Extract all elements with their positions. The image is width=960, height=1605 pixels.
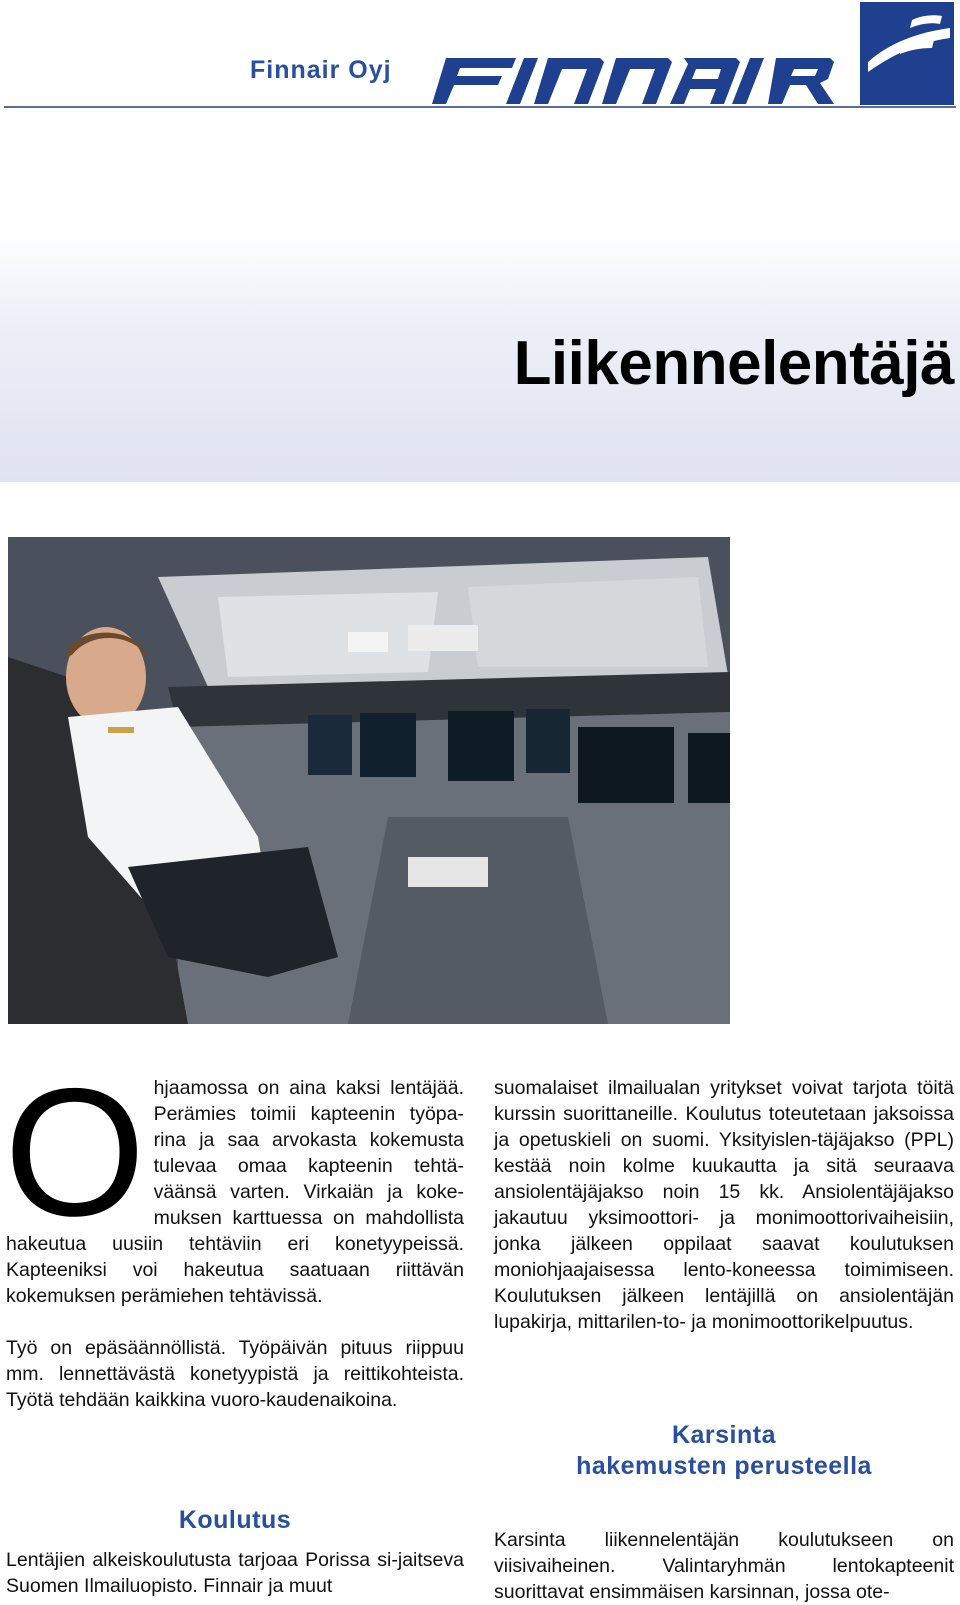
karsinta-heading-line-1: Karsinta [671,1421,777,1449]
company-name: Finnair Oyj [250,56,392,84]
koulutus-text: Lentäjien alkeiskoulutusta tarjoaa Porissa si-jaitseva Suomen Ilmailuopisto. Finnair ja muut [6,1549,464,1597]
section-heading-karsinta [494,1420,954,1482]
intro-paragraph-1: hjaamossa on aina kaksi lentäjää. Perämies toimii kapteenin työpa-rina ja saa arvokasta kokemusta tulevaa omaa kapteenin tehtä-väänsä varten. Virkaiän ja koke-muksen karttuessa on mahdollista hakeutua uusiin tehtäviin eri konetyypeissä. Kapteeniksi voi hakeutua saatuaan riittävän kokemuksen perämiehen tehtävissä. [6,1077,464,1307]
cockpit-illustration [8,537,730,1024]
drop-cap: O [4,1050,146,1254]
finnair-f-icon [860,2,954,105]
header-divider [4,106,956,108]
page-title: Liikennelentäjä [513,329,954,398]
karsinta-heading-line-2: hakemusten perusteella [576,1452,872,1480]
finnair-logo [860,2,954,105]
right-column-text: suomalaiset ilmailualan yritykset voivat tarjota töitä kurssin suorittaneille. Koulutus toteutetaan jaksoissa ja opetuskieli on suomi. Yksityislen-täjäjakso (PPL) kestää noin kolme kuukautta ja sitä seuraava ansiolentäjäjakso noin 15 kk. Ansiolentäjäjakso jakautuu yksimoottori- ja monimoottorivaiheisiin, jonka jälkeen oppilaat saavat koulutuksen moniohjaajaisessa lento-koneessa toimimiseen. Koulutuksen jälkeen lentäjillä on ansiolentäjän lupakirja, mittarilen-to- ja monimoottorikelpuutus. [494,1077,954,1333]
finnair-wordmark [432,52,842,108]
intro-text [4,1050,464,1439]
karsinta-text: Karsinta liikennelentäjän koulutukseen on viisivaiheinen. Valintaryhmän lentokapteenit suorittavat ensimmäisen karsinnan, jossa ote- [494,1529,954,1603]
intro-paragraph-2: Työ on epäsäännöllistä. Työpäivän pituus riippuu mm. lennettävästä konetyypistä ja reittikohteista. Työtä tehdään kaikkina vuoro-kaudenaikoina. [6,1337,464,1411]
section-heading-koulutus: Koulutus [178,1506,292,1534]
cockpit-photo [8,537,730,1024]
